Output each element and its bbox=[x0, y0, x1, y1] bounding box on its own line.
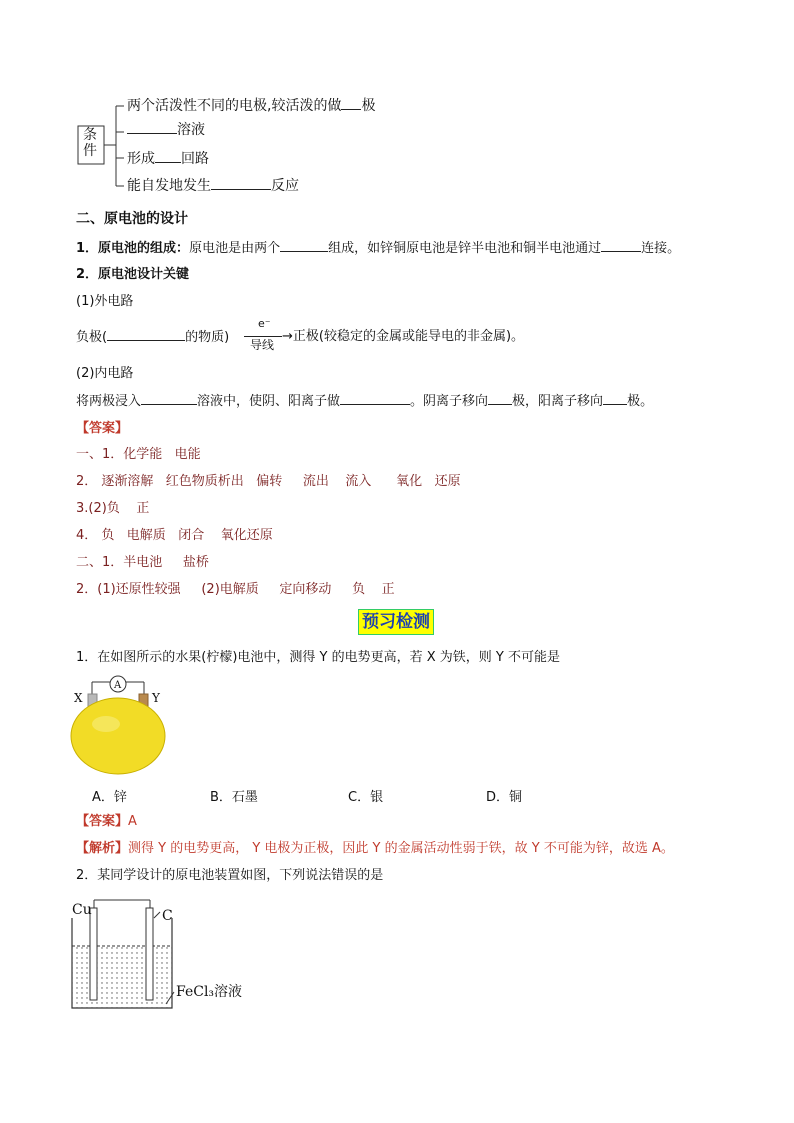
section-2-title: 二、原电池的设计 bbox=[76, 211, 188, 227]
electrode-x-label: X bbox=[74, 691, 83, 705]
carbon-electrode-label: C bbox=[162, 908, 173, 924]
answer-line: 4． 负 电解质 闭合 氧化还原 bbox=[76, 528, 273, 543]
option-d[interactable]: D．铜 bbox=[486, 790, 523, 805]
answer-line: 二、1．半电池 盐桥 bbox=[76, 555, 209, 570]
blank bbox=[280, 239, 328, 252]
blank bbox=[341, 97, 361, 110]
blank bbox=[155, 150, 181, 163]
condition-3-pre: 形成 bbox=[127, 151, 155, 167]
answer-line: 2．(1)还原性较强 (2)电解质 定向移动 负 正 bbox=[76, 582, 395, 597]
condition-line-1 bbox=[127, 97, 375, 115]
section-2-item-2: 2．原电池设计关键 bbox=[76, 267, 190, 282]
condition-2-text: 溶液 bbox=[177, 122, 205, 138]
electron-arrow-line bbox=[244, 336, 282, 337]
electrode-y-label: Y bbox=[152, 691, 160, 705]
answer-line: 一、1．化学能 电能 bbox=[76, 447, 201, 462]
item-1-num: 1． bbox=[76, 241, 99, 256]
negative-pole-pre: 负极( bbox=[76, 330, 108, 345]
item-1-head: 原电池的组成： bbox=[98, 241, 190, 256]
blank bbox=[107, 328, 185, 341]
condition-line-2 bbox=[127, 121, 205, 139]
blank bbox=[211, 177, 271, 190]
conditions-label: 条件 bbox=[83, 127, 97, 159]
condition-line-4 bbox=[127, 177, 299, 195]
section-2-item-1 bbox=[76, 239, 680, 258]
electron-arrow-top: e⁻ bbox=[258, 317, 271, 330]
analysis-text: 测得 Y 的电势更高， Y 电极为正极，因此 Y 的金属活动性弱于铁，故 Y 不可能为锌，故选 A。 bbox=[128, 841, 674, 856]
solution-label: FeCl₃溶液 bbox=[176, 984, 243, 1000]
condition-4-post: 反应 bbox=[271, 178, 299, 194]
option-b[interactable]: B．石墨 bbox=[210, 790, 258, 805]
question-2-text: 2．某同学设计的原电池装置如图，下列说法错误的是 bbox=[76, 868, 384, 883]
item-1-b: 组成，如锌铜原电池是锌半电池和铜半电池通过 bbox=[328, 241, 602, 256]
inner-b: 溶液中，使阴、阳离子做 bbox=[197, 394, 341, 409]
inner-circuit-heading: (2)内电路 bbox=[76, 366, 134, 381]
lemon-battery-figure bbox=[70, 672, 170, 782]
question-1-text: 1．在如图所示的水果(柠檬)电池中，测得 Y 的电势更高，若 X 为铁，则 Y 不可能是 bbox=[76, 650, 560, 665]
blank bbox=[141, 392, 197, 405]
answer-line: 2． 逐渐溶解 红色物质析出 偏转 流出 流入 氧化 还原 bbox=[76, 474, 461, 489]
blank bbox=[340, 392, 410, 405]
copper-electrode-label: Cu bbox=[72, 902, 92, 918]
ammeter-symbol: A bbox=[114, 680, 122, 691]
inner-d: 极，阳离子移向 bbox=[512, 394, 604, 409]
option-c[interactable]: C．银 bbox=[348, 790, 384, 805]
item-1-a: 原电池是由两个 bbox=[189, 241, 281, 256]
answer-tag: 【答案】 bbox=[76, 814, 129, 829]
answers-tag: 【答案】 bbox=[76, 421, 129, 436]
conditions-bracket bbox=[70, 92, 130, 202]
answer-line: 3.(2)负 正 bbox=[76, 501, 150, 516]
condition-1-text: 两个活泼性不同的电极,较活泼的做 bbox=[127, 98, 342, 114]
inner-e: 极。 bbox=[627, 394, 654, 409]
condition-4-pre: 能自发地发生 bbox=[127, 178, 211, 194]
condition-line-3 bbox=[127, 150, 209, 168]
item-1-c: 连接。 bbox=[641, 241, 681, 256]
blank bbox=[127, 121, 177, 134]
condition-3-post: 回路 bbox=[181, 151, 209, 167]
inner-a: 将两极浸入 bbox=[76, 394, 142, 409]
question-1-answer bbox=[76, 813, 137, 831]
blank bbox=[603, 392, 627, 405]
answer-value: A bbox=[128, 814, 137, 829]
condition-1-end: 极 bbox=[361, 98, 376, 114]
outer-circuit-heading: (1)外电路 bbox=[76, 294, 134, 309]
blank bbox=[488, 392, 512, 405]
positive-pole: →正极(较稳定的金属或能导电的非金属)。 bbox=[282, 329, 525, 344]
option-a[interactable]: A．锌 bbox=[92, 790, 127, 805]
inner-c: 。阴离子移向 bbox=[410, 394, 489, 409]
negative-pole-post: 的物质) bbox=[185, 330, 230, 345]
analysis-tag: 【解析】 bbox=[76, 841, 129, 856]
outer-circuit-line bbox=[76, 328, 229, 347]
preview-check-badge: 预习检测 bbox=[358, 609, 434, 635]
inner-circuit-line bbox=[76, 392, 653, 411]
electron-arrow-bottom: 导线 bbox=[250, 338, 275, 352]
cu-c-cell-figure bbox=[70, 896, 260, 1016]
blank bbox=[601, 239, 641, 252]
question-1-analysis bbox=[76, 840, 674, 858]
